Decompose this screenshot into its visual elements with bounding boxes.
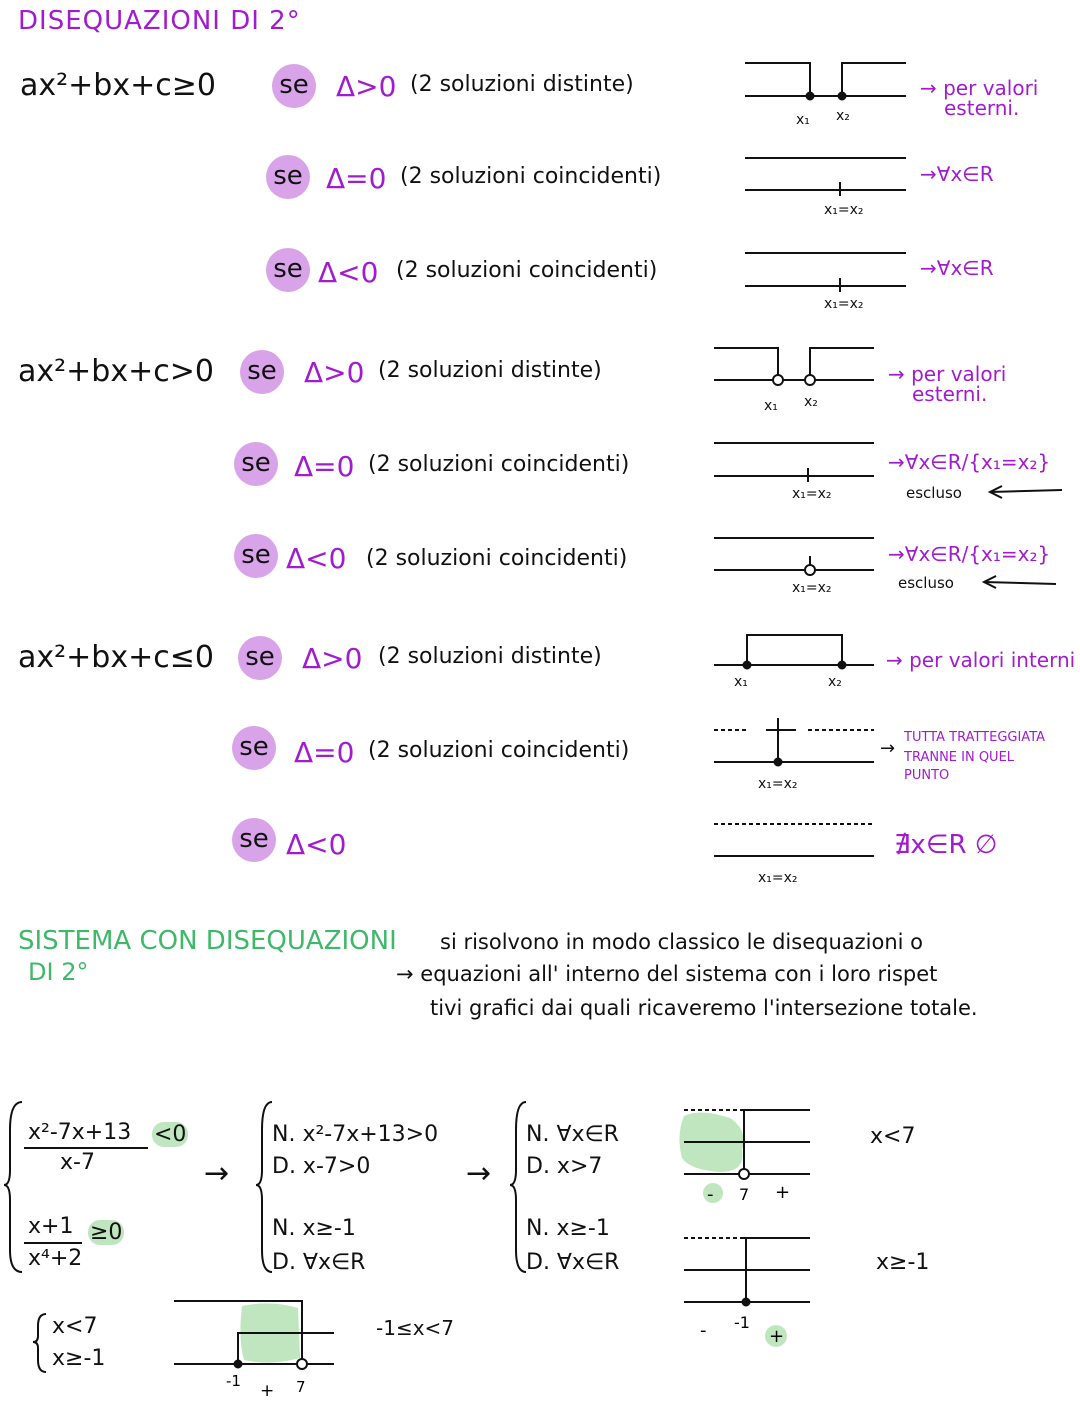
sign-label: - <box>707 1184 714 1205</box>
delta-condition: Δ=0 <box>326 162 387 195</box>
se-badge: se <box>272 64 316 108</box>
axis-label: 7 <box>296 1378 306 1396</box>
delta-condition: Δ=0 <box>294 736 355 769</box>
point-label: x₁=x₂ <box>824 296 864 312</box>
result-text: TRANNE IN QUEL <box>904 750 1015 765</box>
inequality-le: ax²+bx+c≤0 <box>18 640 214 675</box>
solution-note: (2 soluzioni coincidenti) <box>368 452 630 477</box>
system-line: N. ∀x∈R <box>526 1122 619 1147</box>
arrow-glyph: → <box>880 738 896 759</box>
delta-condition: Δ>0 <box>336 70 397 103</box>
solution-note: (2 soluzioni distinte) <box>410 72 634 97</box>
fraction-numerator: x²-7x+13 <box>28 1120 132 1145</box>
inequality-ge: ax²+bx+c≥0 <box>20 68 216 103</box>
fraction-numerator: x+1 <box>28 1214 74 1239</box>
graph-gt-delta-pos <box>714 348 874 385</box>
page-title: DISEQUAZIONI DI 2° <box>18 6 301 36</box>
graph-gt-delta-zero <box>714 443 874 482</box>
graph-le-delta-pos <box>714 635 874 669</box>
final-result: -1≤x<7 <box>376 1316 455 1340</box>
delta-condition: Δ>0 <box>304 356 365 389</box>
solution-note: (2 soluzioni coincidenti) <box>366 546 628 571</box>
se-badge: se <box>232 818 276 862</box>
se-badge: se <box>238 636 282 680</box>
se-badge: se <box>240 350 284 394</box>
sign-label: 7 <box>739 1185 750 1204</box>
system-line: D. ∀x∈R <box>272 1250 366 1275</box>
relation: ≥0 <box>90 1220 123 1245</box>
escluso-label: escluso <box>906 484 962 502</box>
graph-ge-delta-zero <box>745 158 906 196</box>
example-graph-2 <box>684 1238 810 1306</box>
system-line: N. x²-7x+13>0 <box>272 1122 439 1147</box>
escluso-label: escluso <box>898 574 954 592</box>
se-badge: se <box>232 726 276 770</box>
point-label: x₁ <box>734 674 748 690</box>
solution-note: (2 soluzioni distinte) <box>378 644 602 669</box>
se-badge: se <box>266 248 310 292</box>
fraction-denominator: x-7 <box>60 1150 95 1175</box>
point-label: x₁=x₂ <box>824 202 864 218</box>
result-text: →∀x∈R/{x₁=x₂} <box>888 450 1051 474</box>
result-text: → per valori interni <box>886 648 1076 672</box>
system-line: D. x-7>0 <box>272 1154 371 1179</box>
point-label: x₁ <box>764 398 778 414</box>
sistema-title-2: DI 2° <box>28 958 89 986</box>
partial-result: x≥-1 <box>876 1250 930 1275</box>
final-system-line: x≥-1 <box>52 1346 106 1371</box>
point-label: x₂ <box>804 394 818 410</box>
result-text: ∄x∈R ∅ <box>894 830 998 860</box>
system-line: N. x≥-1 <box>526 1216 610 1241</box>
result-text: esterni. <box>912 382 988 406</box>
system-line: N. x≥-1 <box>272 1216 356 1241</box>
point-label: x₁=x₂ <box>758 776 798 792</box>
graph-ge-delta-pos <box>745 63 906 100</box>
inequality-gt: ax²+bx+c>0 <box>18 354 214 389</box>
delta-condition: Δ<0 <box>286 828 347 861</box>
sistema-description: tivi grafici dai quali ricaveremo l'intersezione totale. <box>430 996 978 1020</box>
partial-result: x<7 <box>870 1124 916 1149</box>
final-system-line: x<7 <box>52 1314 98 1339</box>
point-label: x₁ <box>796 112 810 128</box>
point-label: x₁=x₂ <box>792 486 832 502</box>
axis-label: -1 <box>226 1372 241 1390</box>
sign-label: + <box>769 1326 785 1347</box>
relation: <0 <box>154 1122 187 1147</box>
arrow-glyph: → <box>204 1156 230 1191</box>
graph-ge-delta-neg <box>745 253 906 292</box>
sign-label: - <box>700 1320 707 1341</box>
sign-label: + <box>775 1182 791 1203</box>
result-text: → per valori <box>888 362 1007 386</box>
solution-note: (2 soluzioni coincidenti) <box>396 258 658 283</box>
system-line: D. x>7 <box>526 1154 603 1179</box>
delta-condition: Δ=0 <box>294 450 355 483</box>
system-line: D. ∀x∈R <box>526 1250 620 1275</box>
solution-note: (2 soluzioni coincidenti) <box>400 164 662 189</box>
arrow-glyph: → <box>466 1156 492 1191</box>
example-graph-1 <box>679 1110 810 1179</box>
sistema-title: SISTEMA CON DISEQUAZIONI <box>18 926 397 956</box>
delta-condition: Δ<0 <box>318 256 379 289</box>
point-label: x₁=x₂ <box>758 870 798 886</box>
result-text: esterni. <box>944 96 1020 120</box>
graph-gt-delta-neg <box>714 538 874 576</box>
result-text: → per valori <box>920 76 1039 100</box>
graph-le-delta-neg <box>714 824 874 856</box>
result-text: →∀x∈R <box>920 162 994 186</box>
se-badge: se <box>234 442 278 486</box>
result-text: →∀x∈R <box>920 256 994 280</box>
sign-label: + <box>260 1381 275 1401</box>
result-text: →∀x∈R/{x₁=x₂} <box>888 542 1051 566</box>
solution-note: (2 soluzioni distinte) <box>378 358 602 383</box>
graph-le-delta-zero <box>714 718 874 766</box>
delta-condition: Δ<0 <box>286 542 347 575</box>
sistema-description: → equazioni all' interno del sistema con i loro rispet <box>396 962 938 986</box>
se-badge: se <box>266 155 310 199</box>
delta-condition: Δ>0 <box>302 642 363 675</box>
sign-label: -1 <box>734 1313 750 1332</box>
sistema-description: si risolvono in modo classico le disequazioni o <box>440 930 923 954</box>
point-label: x₂ <box>828 674 842 690</box>
final-graph <box>174 1301 334 1369</box>
result-text: TUTTA TRATTEGGIATA <box>904 730 1046 745</box>
result-text: PUNTO <box>904 768 950 783</box>
se-badge: se <box>234 534 278 578</box>
point-label: x₁=x₂ <box>792 580 832 596</box>
solution-note: (2 soluzioni coincidenti) <box>368 738 630 763</box>
point-label: x₂ <box>836 108 850 124</box>
fraction-denominator: x⁴+2 <box>28 1246 83 1271</box>
